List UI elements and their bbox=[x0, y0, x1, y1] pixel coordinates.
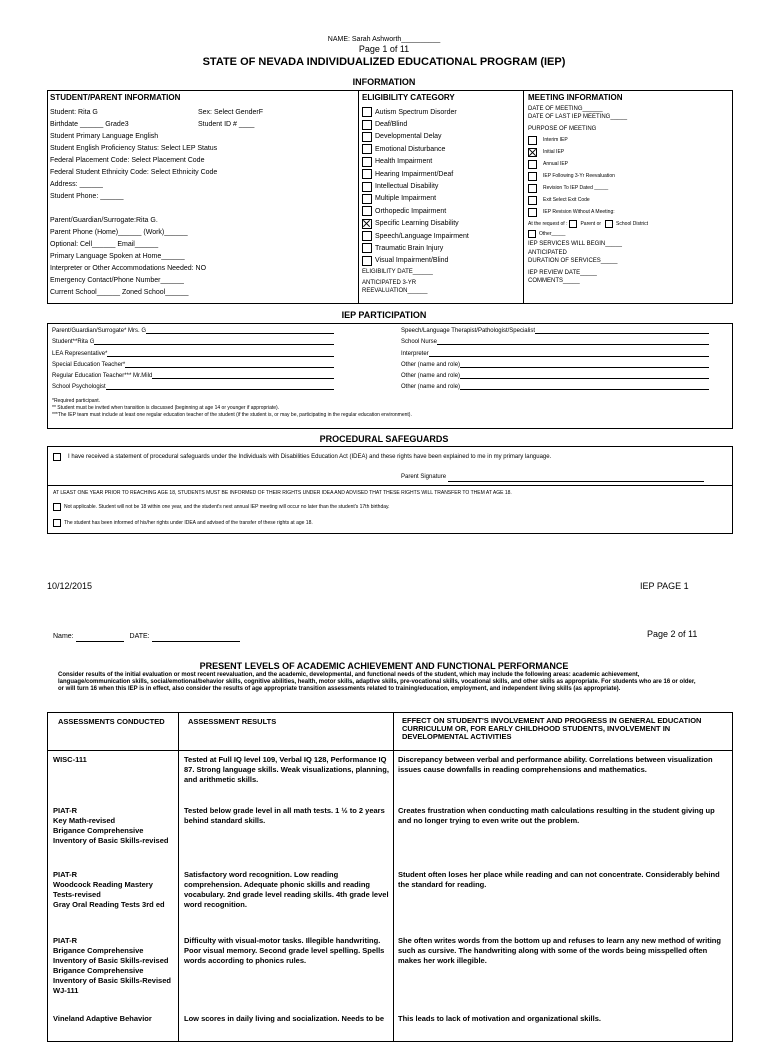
eligibility-checkbox[interactable] bbox=[362, 256, 372, 266]
participant-line bbox=[52, 381, 334, 392]
participant-line bbox=[52, 359, 334, 370]
footer-page: IEP PAGE 1 bbox=[640, 581, 689, 591]
eligibility-checkbox[interactable] bbox=[362, 219, 372, 229]
participant-line bbox=[401, 325, 709, 336]
meeting-purpose-item bbox=[528, 146, 731, 158]
meeting-purpose-checkbox[interactable] bbox=[528, 160, 537, 169]
participant-label: Other (name and role) bbox=[401, 361, 461, 368]
participant-line bbox=[52, 336, 334, 347]
meeting-purpose-label: IEP Revision Without A Meeting: bbox=[543, 209, 615, 215]
safeguards-statement: I have received a statement of procedural safeguards under the Individuals with Disabilities Education Act (IDEA) and these rights have been explained to me in my primary language. bbox=[68, 454, 552, 460]
eligibility-item bbox=[362, 143, 520, 155]
student-info-text-2: Sex: Select GenderF bbox=[198, 109, 263, 116]
eligibility-label: Autism Spectrum Disorder bbox=[375, 108, 457, 116]
meeting-purpose-checkbox[interactable] bbox=[528, 136, 537, 145]
participant-label: Interpreter bbox=[401, 350, 429, 357]
eligibility-label: Visual Impairment/Blind bbox=[375, 257, 449, 265]
eligibility-item bbox=[362, 180, 520, 192]
col-results: ASSESSMENT RESULTS bbox=[188, 717, 277, 726]
student-info-line bbox=[50, 143, 355, 155]
informed-text: The student has been informed of his/her rights under IDEA and advised of the transfer of these rights at age 18. bbox=[64, 520, 313, 526]
student-info-line bbox=[50, 119, 355, 131]
student-info-text: Address: ______ bbox=[50, 181, 103, 188]
student-info-text: Student English Proficiency Status: Select LEP Status bbox=[50, 145, 218, 152]
student-info-line bbox=[50, 215, 355, 227]
student-info-line bbox=[50, 167, 355, 179]
eligibility-label: Traumatic Brain Injury bbox=[375, 244, 444, 252]
student-info-line bbox=[50, 287, 355, 299]
parent-signature-label: Parent Signature bbox=[401, 474, 447, 480]
meeting-purpose-label: Revision To IEP Dated _____ bbox=[543, 185, 609, 191]
eligibility-label: Deaf/Blind bbox=[375, 121, 408, 129]
assessment-name: PIAT-R Key Math-revised Brigance Comprehensive Inventory of Basic Skills-revised bbox=[53, 806, 169, 845]
page2-title: PRESENT LEVELS OF ACADEMIC ACHIEVEMENT AND FUNCTIONAL PERFORMANCE bbox=[199, 661, 569, 671]
participant-label: School Psychologist bbox=[52, 384, 106, 391]
participant-input[interactable] bbox=[146, 333, 334, 334]
eligibility-item bbox=[362, 255, 520, 267]
participant-line bbox=[401, 336, 709, 347]
student-info-line bbox=[50, 179, 355, 191]
student-info-text: Optional: Cell______ Email______ bbox=[50, 241, 159, 248]
student-info-text-2: Student ID # ____ bbox=[198, 121, 255, 128]
anticipated-3yr: ANTICIPATED 3-YR bbox=[362, 280, 417, 287]
assessment-effect: This leads to lack of motivation and organizational skills. bbox=[398, 1014, 601, 1023]
participant-label: LEA Representative* bbox=[52, 350, 108, 357]
participant-label: Regular Education Teacher*** Mr.Mild bbox=[52, 372, 153, 379]
meeting-purpose-checkbox[interactable] bbox=[528, 172, 537, 181]
student-info-line bbox=[50, 275, 355, 287]
participant-input[interactable] bbox=[106, 389, 334, 390]
participant-line bbox=[52, 370, 334, 381]
request-of-label: At the request of : bbox=[528, 221, 568, 227]
not-applicable-checkbox[interactable] bbox=[53, 503, 61, 511]
participation-note: *Required participant. bbox=[52, 398, 101, 404]
page2-date-label: DATE: bbox=[129, 633, 150, 640]
eligibility-label: Orthopedic Impairment bbox=[375, 207, 447, 215]
other-checkbox[interactable] bbox=[528, 230, 536, 238]
participant-line bbox=[401, 347, 709, 358]
assessment-result: Difficulty with visual-motor tasks. Illegible handwriting. Poor visual memory. Second grade level spelling. Spells words according to phonics rules. bbox=[184, 936, 385, 965]
eligibility-label: Speech/Language Impairment bbox=[375, 232, 469, 240]
eligibility-label: Health Impairment bbox=[375, 158, 433, 166]
page2-date-line[interactable] bbox=[152, 641, 240, 642]
assessment-name: WISC-111 bbox=[53, 755, 87, 764]
participation-note: ***The IEP team must include at least one regular education teacher of the student (if the student is, or may be, participating in the regular education environment). bbox=[52, 412, 412, 418]
eligibility-checkbox[interactable] bbox=[362, 182, 372, 192]
meeting-purpose-checkbox[interactable] bbox=[528, 208, 537, 217]
assessment-name: PIAT-R Woodcock Reading Mastery Tests-revised Gray Oral Reading Tests 3rd ed bbox=[53, 870, 165, 909]
student-info-line bbox=[50, 239, 355, 251]
eligibility-item bbox=[362, 205, 520, 217]
participant-input[interactable] bbox=[125, 367, 334, 368]
student-info-text: Birthdate ______ Grade3 bbox=[50, 121, 129, 128]
meeting-purpose-checkbox[interactable] bbox=[528, 148, 537, 157]
eligibility-item bbox=[362, 118, 520, 130]
eligibility-label: Emotional Disturbance bbox=[375, 145, 446, 153]
student-info-line bbox=[50, 263, 355, 275]
page2-intro: Consider results of the initial evaluation or most recent reevaluation, and the academic, developmental, and functional needs of the student, which may include the following areas: academic achievement, language/communication skills, social/emotional/behavior skills, cognitive abilities, health, motor skills, adaptive skills, pre-vocational skills, vocational skills, and other skills as appropriate. For students who are 16 or older, or will turn 16 when this IEP is in effect, also consider the results of age appropriate transition assessments related to training/education, employment, and independent living skills (as appropriate). bbox=[58, 672, 696, 692]
page-number: Page 1 of 11 bbox=[358, 44, 410, 54]
participant-label: Special Education Teacher* bbox=[52, 361, 126, 368]
participant-input[interactable] bbox=[107, 356, 334, 357]
student-info-line bbox=[50, 131, 355, 143]
participant-line bbox=[52, 347, 334, 358]
eligibility-heading: ELIGIBILITY CATEGORY bbox=[362, 93, 455, 102]
meeting-purpose-item bbox=[528, 158, 731, 170]
eligibility-item bbox=[362, 242, 520, 254]
page2-number: Page 2 of 11 bbox=[647, 629, 698, 639]
student-heading: STUDENT/PARENT INFORMATION bbox=[50, 93, 181, 102]
assessment-result: Tested at Full IQ level 109, Verbal IQ 128, Performance IQ 87. Strong language skills. Weak visualizations, planning, and arithmetic skills. bbox=[184, 755, 389, 784]
age-18-notice: AT LEAST ONE YEAR PRIOR TO REACHING AGE 18, STUDENTS MUST BE INFORMED OF THEIR RIGHTS UNDER IDEA AND ADVISED THAT THESE RIGHTS WILL TRANSFER TO THEM AT AGE 18. bbox=[53, 490, 512, 496]
participant-line bbox=[401, 370, 709, 381]
eligibility-item bbox=[362, 106, 520, 118]
duration-of-services: DURATION OF SERVICES_____ bbox=[528, 258, 618, 264]
document-title: STATE OF NEVADA INDIVIDUALIZED EDUCATIONAL PROGRAM (IEP) bbox=[202, 56, 566, 68]
meeting-purpose-label: Exit Select Exit Code bbox=[543, 197, 590, 203]
participant-input[interactable] bbox=[460, 389, 709, 390]
parent-signature-line[interactable] bbox=[448, 481, 704, 482]
meeting-section bbox=[528, 92, 731, 285]
eligibility-checkbox[interactable] bbox=[362, 120, 372, 130]
section-information: INFORMATION bbox=[352, 77, 416, 87]
participant-label: Parent/Guardian/Surrogate* Mrs. G bbox=[52, 328, 147, 335]
participant-label: Student**Rita G bbox=[52, 339, 95, 346]
name-line: NAME: Sarah Ashworth__________ bbox=[327, 36, 441, 43]
comments: COMMENTS_____ bbox=[528, 278, 580, 284]
participant-input[interactable] bbox=[429, 356, 709, 357]
meeting-heading: MEETING INFORMATION bbox=[528, 93, 623, 102]
student-parent-section bbox=[50, 92, 355, 299]
participant-line bbox=[401, 381, 709, 392]
eligibility-checkbox[interactable] bbox=[362, 206, 372, 216]
eligibility-item bbox=[362, 218, 520, 230]
eligibility-checkbox[interactable] bbox=[362, 132, 372, 142]
student-info-text: Student Phone: ______ bbox=[50, 193, 124, 200]
eligibility-checkbox[interactable] bbox=[362, 169, 372, 179]
page2-name-date bbox=[53, 631, 240, 642]
participation-note: ** Student must be invited when transition is discussed (beginning at age 14 or younger if appropriate). bbox=[52, 405, 280, 411]
meeting-purpose-label: Initial IEP bbox=[543, 149, 565, 155]
eligibility-item bbox=[362, 193, 520, 205]
meeting-purpose-label: IEP Following 3-Yr Reevaluation bbox=[543, 173, 615, 179]
eligibility-checkbox[interactable] bbox=[362, 194, 372, 204]
participant-label: School Nurse bbox=[401, 339, 438, 346]
participant-input[interactable] bbox=[535, 333, 709, 334]
eligibility-section bbox=[362, 92, 520, 295]
informed-checkbox[interactable] bbox=[53, 519, 61, 527]
page2-name-label: Name: bbox=[53, 633, 74, 640]
student-info-line bbox=[50, 155, 355, 167]
participant-input[interactable] bbox=[94, 344, 334, 345]
date-last-meeting: DATE OF LAST IEP MEETING_____ bbox=[528, 114, 628, 120]
participant-input[interactable] bbox=[460, 378, 709, 379]
assessment-name: Vineland Adaptive Behavior bbox=[53, 1014, 152, 1023]
services-begin: IEP SERVICES WILL BEGIN_____ bbox=[528, 241, 622, 247]
eligibility-label: Developmental Delay bbox=[375, 133, 442, 141]
participant-input[interactable] bbox=[152, 378, 334, 379]
student-info-text: Emergency Contact/Phone Number______ bbox=[50, 277, 184, 284]
eligibility-checkbox[interactable] bbox=[362, 144, 372, 154]
assessment-result: Low scores in daily living and socialization. Needs to be bbox=[184, 1014, 385, 1023]
student-info-text: Student: Rita G bbox=[50, 109, 98, 116]
participant-input[interactable] bbox=[437, 344, 709, 345]
safeguards-checkbox[interactable] bbox=[53, 453, 61, 461]
meeting-purpose-item bbox=[528, 134, 731, 146]
eligibility-date: ELIGIBILITY DATE______ bbox=[362, 269, 433, 276]
student-info-text: Parent/Guardian/Surrogate:Rita G. bbox=[50, 217, 158, 224]
student-info-text: Federal Placement Code: Select Placement Code bbox=[50, 157, 205, 164]
eligibility-item bbox=[362, 131, 520, 143]
participant-line bbox=[401, 359, 709, 370]
school-district-label: School District bbox=[616, 221, 648, 227]
student-info-text: Interpreter or Other Accommodations Needed: NO bbox=[50, 265, 207, 272]
student-info-text: Primary Language Spoken at Home______ bbox=[50, 253, 185, 260]
eligibility-label: Specific Learning Disability bbox=[375, 220, 459, 228]
student-info-line bbox=[50, 107, 355, 119]
reevaluation-date: REEVALUATION______ bbox=[362, 288, 428, 295]
meeting-purpose-item bbox=[528, 206, 731, 218]
purpose-of-meeting: PURPOSE OF MEETING bbox=[528, 126, 597, 132]
col-effect: EFFECT ON STUDENT'S INVOLVEMENT AND PROGRESS IN GENERAL EDUCATION CURRICULUM OR, FOR EARLY CHILDHOOD STUDENTS, INVOLVEMENT IN DEVELOPMENTAL ACTIVITIES bbox=[402, 716, 702, 741]
anticipated-label: ANTICIPATED bbox=[528, 250, 567, 256]
assessment-result: Tested below grade level in all math tests. 1 ½ to 2 years behind standard skills. bbox=[184, 806, 385, 825]
page2-name-line[interactable] bbox=[76, 641, 124, 642]
eligibility-label: Multiple Impairment bbox=[375, 195, 437, 203]
student-info-line bbox=[50, 251, 355, 263]
eligibility-label: Intellectual Disability bbox=[375, 183, 439, 191]
date-of-meeting: DATE OF MEETING______ bbox=[528, 106, 603, 112]
meeting-purpose-item bbox=[528, 182, 731, 194]
eligibility-checkbox[interactable] bbox=[362, 107, 372, 117]
meeting-purpose-checkbox[interactable] bbox=[528, 184, 537, 193]
eligibility-item bbox=[362, 168, 520, 180]
student-info-line bbox=[50, 203, 355, 215]
eligibility-checkbox[interactable] bbox=[362, 243, 372, 253]
assessment-effect: Student often loses her place while reading and can not concentrate. Considerably behind the standard for reading. bbox=[398, 870, 720, 889]
assessment-name: PIAT-R Brigance Comprehensive Inventory of Basic Skills-revised Brigance Comprehensive Inventory of Basic Skills-Revised WJ-111 bbox=[53, 936, 171, 995]
meeting-purpose-item bbox=[528, 170, 731, 182]
parent-or-label: Parent or bbox=[580, 221, 602, 227]
meeting-purpose-label: Annual IEP bbox=[543, 161, 569, 167]
iep-review-date: IEP REVIEW DATE_____ bbox=[528, 270, 597, 276]
school-district-checkbox[interactable] bbox=[605, 220, 613, 228]
student-info-line bbox=[50, 227, 355, 239]
parent-checkbox[interactable] bbox=[569, 220, 577, 228]
other-label: Other_____ bbox=[539, 231, 566, 237]
eligibility-label: Hearing Impairment/Deaf bbox=[375, 170, 454, 178]
student-info-line bbox=[50, 191, 355, 203]
eligibility-item bbox=[362, 156, 520, 168]
assessment-result: Satisfactory word recognition. Low reading comprehension. Adequate phonic skills and reading vocabulary. 2nd grade level reading skills. 4th grade level word recognition. bbox=[184, 870, 389, 909]
student-info-text: Federal Student Ethnicity Code: Select Ethnicity Code bbox=[50, 169, 218, 176]
eligibility-checkbox[interactable] bbox=[362, 231, 372, 241]
not-applicable-text: Not applicable. Student will not be 18 within one year, and the student's next annual IEP meeting will occur no later than the student's 17th birthday. bbox=[64, 504, 390, 510]
meeting-purpose-label: Interim IEP bbox=[543, 137, 568, 143]
assessment-effect: Creates frustration when conducting math calculations resulting in the student giving up and no longer trying to even write out the problem. bbox=[398, 806, 715, 825]
participant-input[interactable] bbox=[460, 367, 709, 368]
eligibility-item bbox=[362, 230, 520, 242]
safeguards-heading: PROCEDURAL SAFEGUARDS bbox=[319, 434, 449, 444]
participation-heading: IEP PARTICIPATION bbox=[341, 310, 427, 320]
meeting-purpose-item bbox=[528, 194, 731, 206]
col-assessments: ASSESSMENTS CONDUCTED bbox=[58, 717, 165, 726]
meeting-purpose-checkbox[interactable] bbox=[528, 196, 537, 205]
student-info-text: Student Primary Language English bbox=[50, 133, 159, 140]
eligibility-checkbox[interactable] bbox=[362, 157, 372, 167]
assessment-effect: Discrepancy between verbal and performance ability. Correlations between visualization issues cause downfalls in reading comprehensions and mathematics. bbox=[398, 755, 713, 774]
participant-line bbox=[52, 325, 334, 336]
assessment-effect: She often writes words from the bottom up and refuses to learn any new method of writing such as cursive. The handwriting along with some of the words being misspelled often makes her work illegible. bbox=[398, 936, 721, 965]
participant-label: Other (name and role) bbox=[401, 372, 461, 379]
participant-label: Speech/Language Therapist/Pathologist/Specialist bbox=[401, 328, 535, 335]
student-info-text: Parent Phone (Home)______ (Work)______ bbox=[50, 229, 188, 236]
footer-date: 10/12/2015 bbox=[47, 581, 93, 591]
participant-label: Other (name and role) bbox=[401, 384, 461, 391]
student-info-text: Current School______ Zoned School______ bbox=[50, 289, 189, 296]
